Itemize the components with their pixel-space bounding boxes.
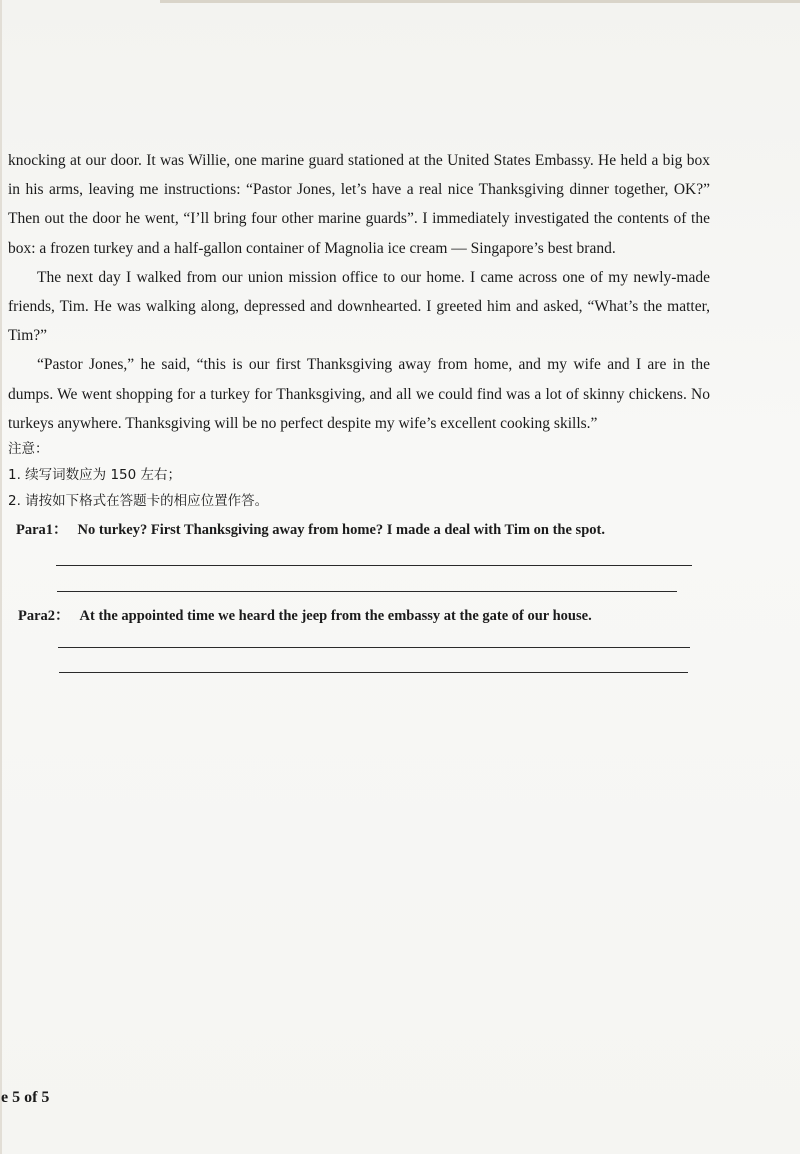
instructions-notes bbox=[8, 436, 708, 514]
page-top-edge bbox=[160, 0, 800, 3]
para1-text: No turkey? First Thanksgiving away from home? I made a deal with Tim on the spot. bbox=[77, 522, 605, 538]
para1-answer-line-1[interactable] bbox=[56, 565, 692, 566]
passage-paragraph-1: knocking at our door. It was Willie, one marine guard stationed at the United States Embassy. He held a big box in his arms, leaving me instructions: “Pastor Jones, let’s have a real nice Thanksgiving dinner together, OK?” Then out the door he went, “I’ll bring four other marine guards”. I immediately investigated the contents of the box: a frozen turkey and a half-gallon container of Magnolia ice cream — Singapore’s best brand. bbox=[8, 152, 710, 257]
notes-item-1: 1. 续写词数应为 150 左右； bbox=[8, 467, 182, 483]
passage-paragraph-3: “Pastor Jones,” he said, “this is our first Thanksgiving away from home, and my wife and I are in the dumps. We went shopping for a turkey for Thanksgiving, and all we could find was a lot of skinny chickens. No turkeys anywhere. Thanksgiving will be no perfect despite my wife’s excellent cooking skills.” bbox=[8, 356, 710, 432]
notes-item-2: 2. 请按如下格式在答题卡的相应位置作答。 bbox=[8, 493, 269, 509]
page-left-edge bbox=[0, 0, 2, 1154]
para2-answer-line-1[interactable] bbox=[58, 647, 690, 648]
para1-prompt bbox=[16, 518, 605, 539]
para2-label: Para2： bbox=[18, 608, 70, 624]
para1-answer-line-2[interactable] bbox=[57, 591, 677, 592]
para2-prompt bbox=[18, 604, 592, 625]
para2-answer-line-2[interactable] bbox=[59, 672, 688, 673]
reading-passage bbox=[8, 146, 710, 438]
notes-heading: 注意： bbox=[8, 441, 49, 457]
passage-paragraph-2: The next day I walked from our union mission office to our home. I came across one of my newly-made friends, Tim. He was walking along, depressed and downhearted. I greeted him and asked, “What’s the matter, Tim?” bbox=[8, 268, 710, 345]
para2-text: At the appointed time we heard the jeep from the embassy at the gate of our house. bbox=[79, 608, 592, 624]
page-number: e 5 of 5 bbox=[1, 1089, 50, 1106]
para1-label: Para1： bbox=[16, 522, 68, 538]
